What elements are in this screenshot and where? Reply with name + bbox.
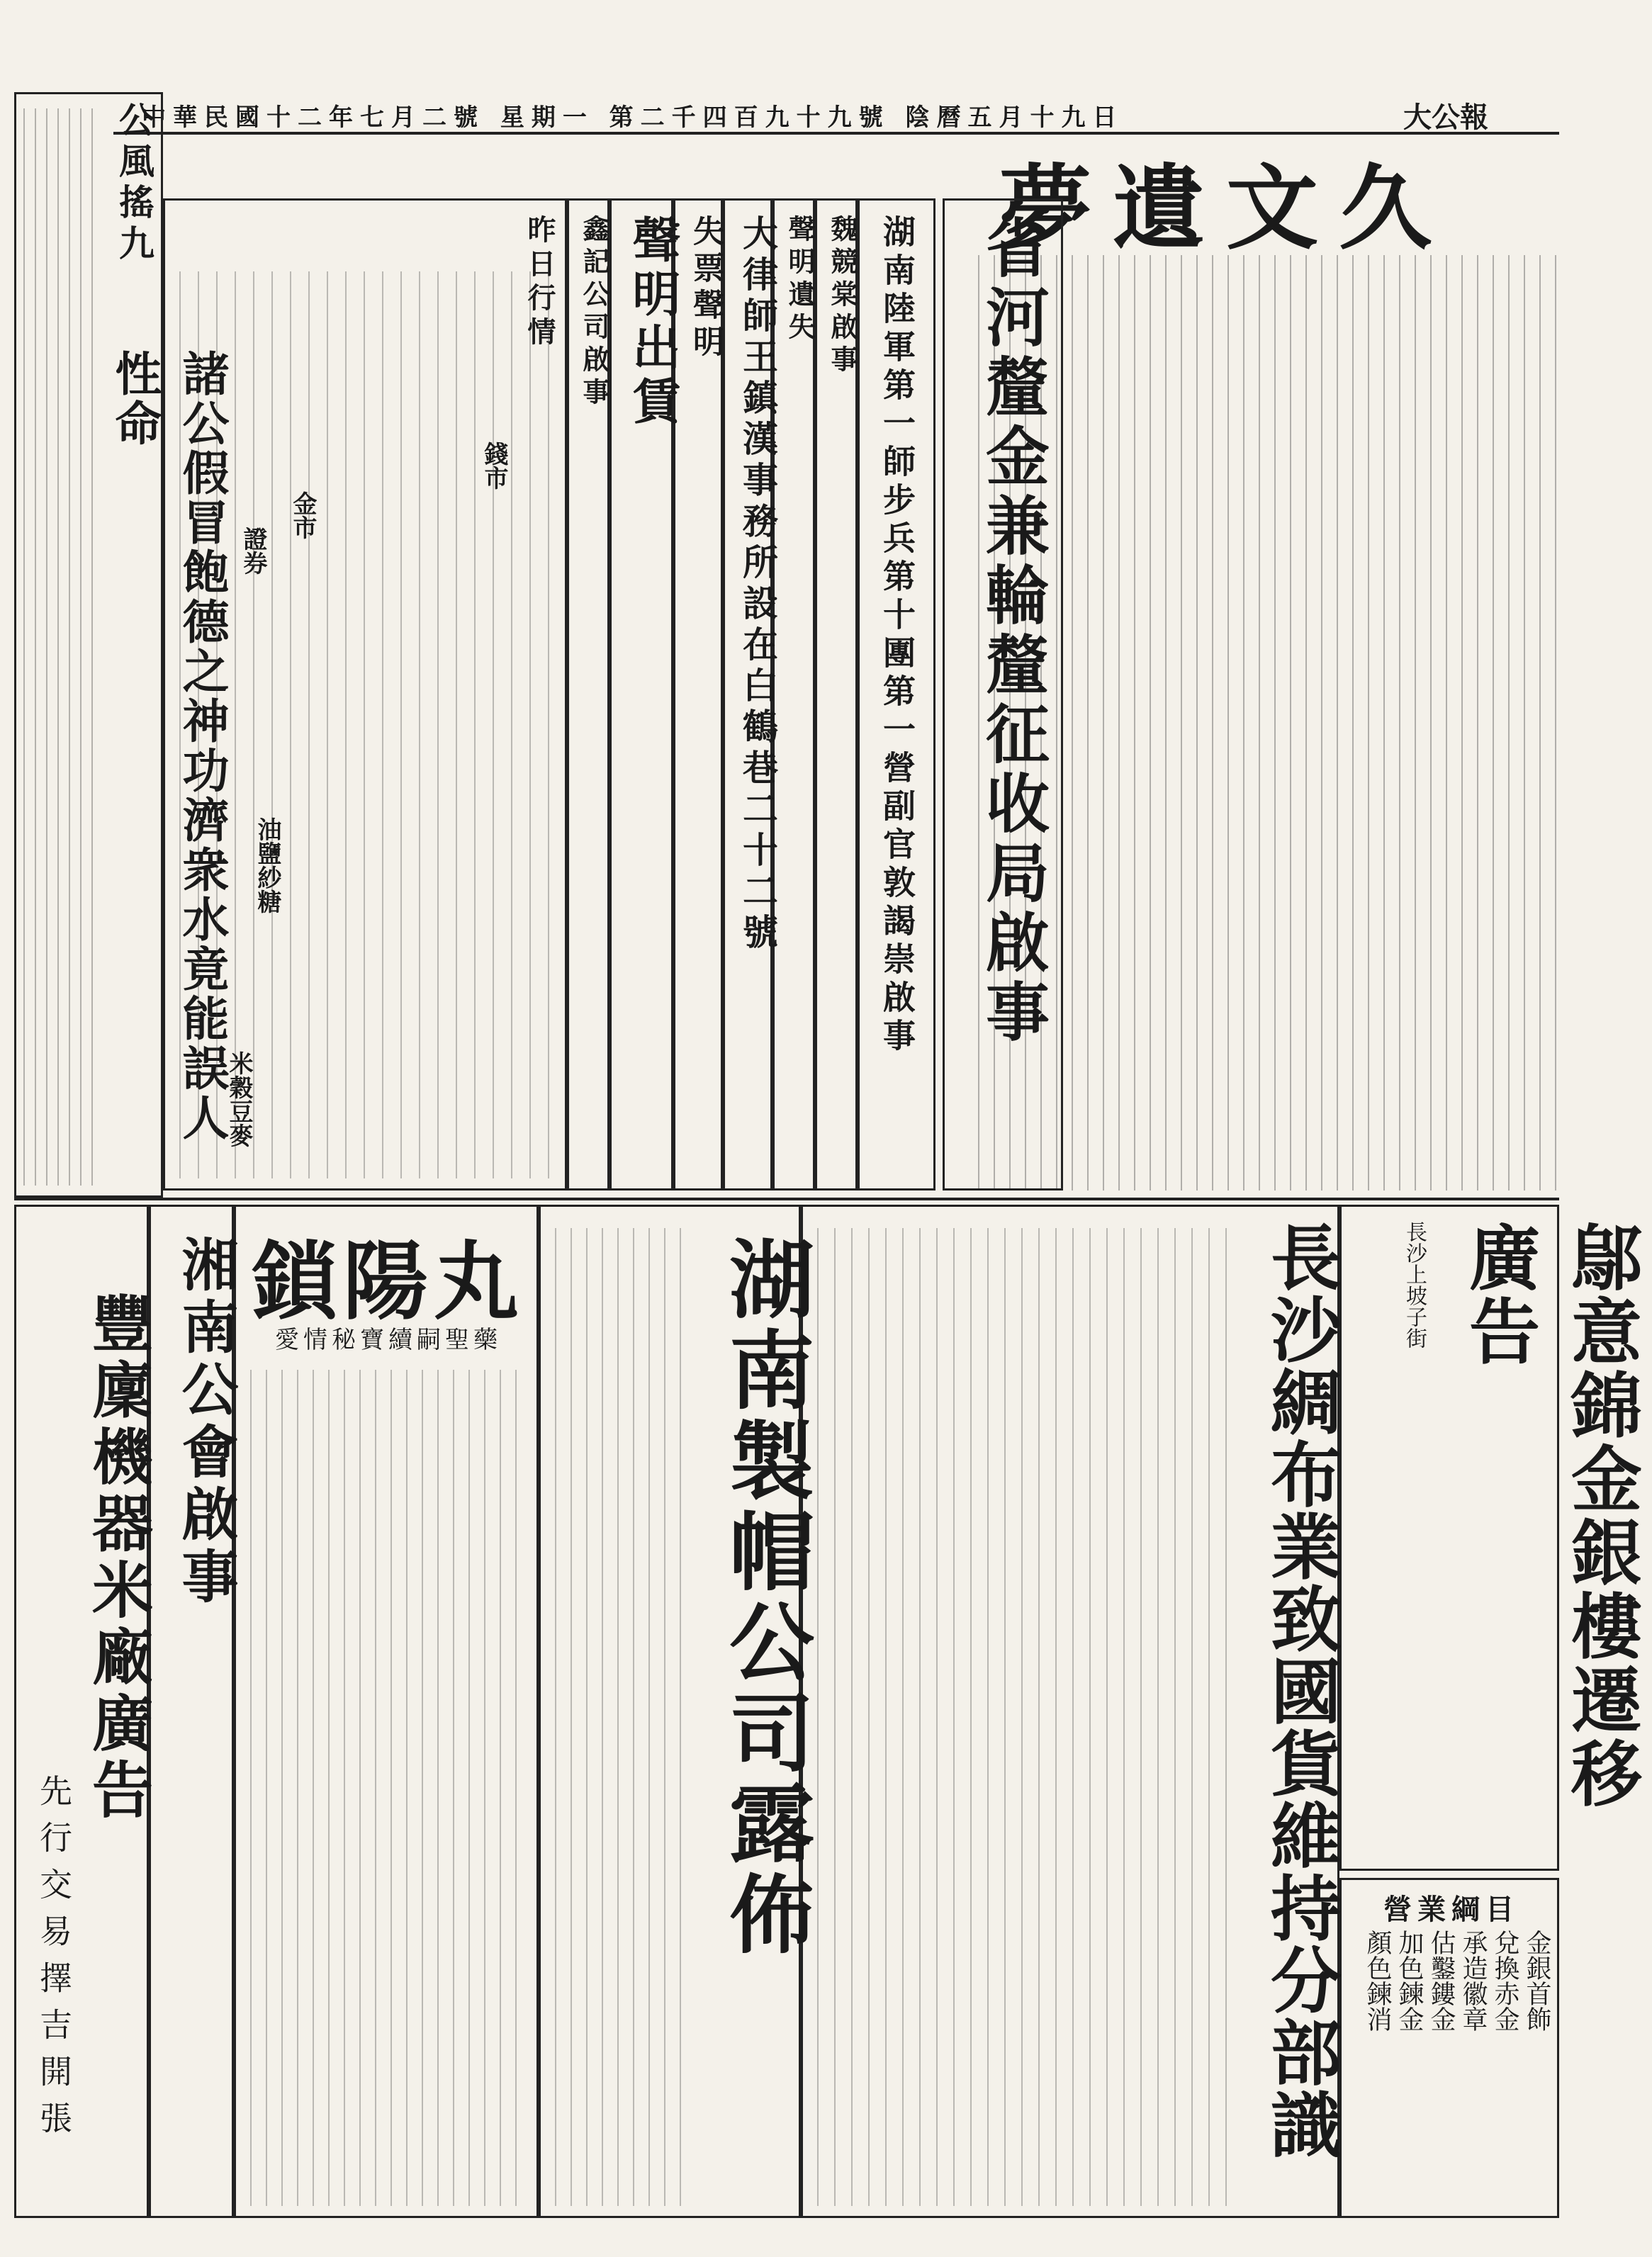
fenglin-rice-ad: 豐廩機器米廠廣告 先行交易擇吉開張 xyxy=(14,1205,149,2218)
left-column-header: 公風搖九 xyxy=(113,101,155,266)
xiangnan-assoc-ad: 湘南公會啟事 xyxy=(149,1205,234,2218)
business-list: 營業綱目 金銀首飾 兌換赤金 承造徽章 估鑿鏤金 加色鍊金 顏色鍊消 xyxy=(1339,1878,1559,2218)
xinji-notice: 鑫記公司啟事 xyxy=(567,198,609,1191)
left-column-text xyxy=(23,108,94,1186)
masthead xyxy=(113,92,1559,135)
market-cat-money: 錢市 xyxy=(480,441,508,490)
counterfeit-notice: 諸公假冒飽德之神功濟衆水竟能誤人性命 xyxy=(107,349,230,1143)
lawyer-notice: 大律師王鎮漢事務所設在白鶴巷二十二號 xyxy=(723,198,772,1191)
lost-notice: 聲明遺失 xyxy=(772,198,815,1191)
hat-company-ad: 湖南製帽公司露佈 xyxy=(539,1205,801,2218)
feature-block xyxy=(978,135,1559,1198)
market-cat-gold: 金市 xyxy=(288,491,317,539)
suoyang-pill-ad: 鎖陽丸 愛情秘寶續嗣聖藥 xyxy=(234,1205,539,2218)
market-cat-oil-salt: 油鹽紗糖 xyxy=(253,817,281,913)
date-line: 中華民國十二年七月二號 星期一 第二千四百九十九號 陰曆五月十九日 xyxy=(142,103,1124,132)
feature-text xyxy=(978,255,1559,1191)
feature-title: 夢遺文久 xyxy=(999,154,1454,262)
cloth-assoc-text xyxy=(817,1228,1235,2206)
wei-jingtang-notice: 魏競棠啟事 xyxy=(815,198,858,1191)
paper-name: 大公報 xyxy=(1403,101,1488,134)
market-cat-securities: 證券 xyxy=(239,527,267,575)
section-divider xyxy=(14,1198,1559,1200)
hat-company-text xyxy=(555,1228,690,2206)
hunan-army-notice: 湖南陸軍第一師步兵第十團第一營副官敦謁崇啟事 xyxy=(858,198,935,1191)
hengzhou-notice: 省河釐金兼輪釐征收局啟事 xyxy=(943,198,1063,1191)
silk-shop-move-ad: 鄔意錦金銀樓遷移廣告 長沙上坡子街 xyxy=(1339,1205,1559,1871)
market-prices xyxy=(163,198,567,1191)
market-table-lines xyxy=(179,271,555,1178)
business-items: 金銀首飾 兌換赤金 承造徽章 估鑿鏤金 加色鍊金 顏色鍊消 xyxy=(1363,1930,1551,2032)
market-heading: 昨日行情 xyxy=(523,215,556,351)
lost-ticket-notice: 失票聲明 xyxy=(673,198,723,1191)
market-cat-grain: 米穀豆麥 xyxy=(225,1051,253,1147)
rent-notice: 聲明出賃 xyxy=(609,198,673,1191)
suoyang-text xyxy=(250,1370,527,2206)
left-column xyxy=(14,92,230,1198)
cloth-assoc-ad: 長沙綢布業致國貨維持分部識 xyxy=(801,1205,1339,2218)
